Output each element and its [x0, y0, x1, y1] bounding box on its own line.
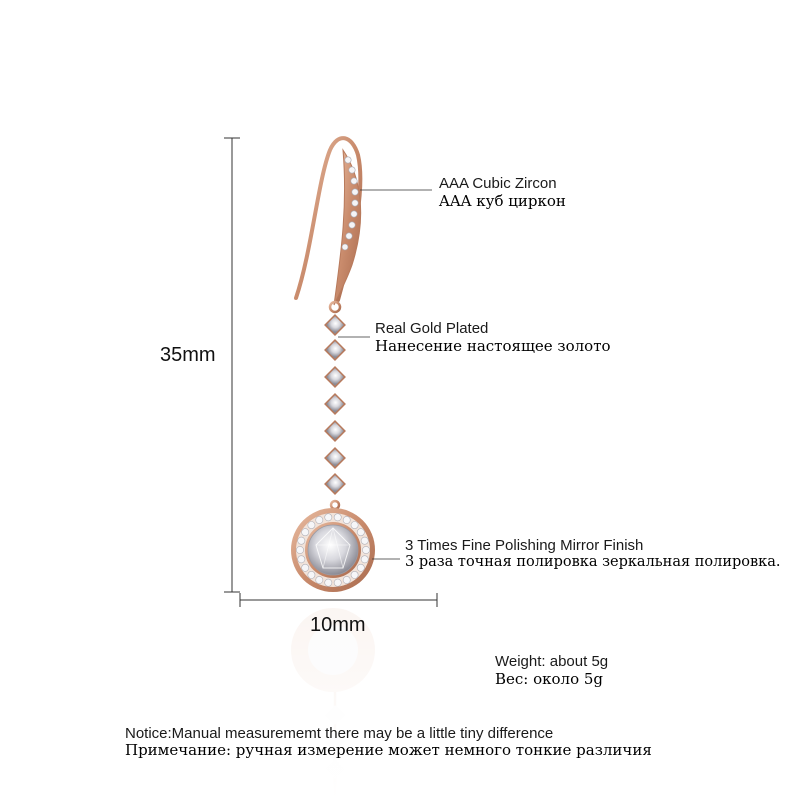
polish-label-ru: 3 раза точная полировка зеркальная полировка. [405, 554, 781, 570]
height-dimension-line [224, 138, 240, 592]
weight-label-en: Weight: about 5g [495, 653, 609, 670]
width-dimension-label: 10mm [310, 614, 366, 636]
halo-stone [362, 546, 369, 553]
halo-stone [316, 516, 323, 523]
gold-label-ru: Нанесение настоящее золото [375, 337, 611, 355]
halo-stone [334, 514, 341, 521]
height-dimension-label: 35mm [160, 344, 216, 366]
halo-stone [308, 571, 315, 578]
halo-stone [296, 546, 303, 553]
zircon-label-en: AAA Cubic Zircon [439, 175, 557, 192]
halo-stone [316, 576, 323, 583]
halo-stone [308, 522, 315, 529]
halo-stone [357, 564, 364, 571]
halo-stone [302, 564, 309, 571]
stone-chain [325, 312, 345, 515]
halo-stone [351, 571, 358, 578]
halo-stone [298, 537, 305, 544]
notice-ru: Примечание: ручная измерение может немного тонкие различия [125, 741, 652, 759]
halo-pendant [291, 508, 375, 592]
notice-en: Notice:Manual measurememt there may be a little tiny difference [125, 725, 554, 742]
halo-stone [298, 556, 305, 563]
halo-stone [361, 537, 368, 544]
polish-label-en: 3 Times Fine Polishing Mirror Finish [405, 537, 644, 554]
gold-label-en: Real Gold Plated [375, 320, 489, 337]
halo-stone [361, 556, 368, 563]
halo-stone [357, 529, 364, 536]
halo-stone [325, 579, 332, 586]
halo-stone [343, 516, 350, 523]
ear-hook [296, 138, 361, 305]
halo-stone [334, 579, 341, 586]
halo-stone [302, 529, 309, 536]
zircon-label-ru: AAA куб циркон [439, 192, 566, 210]
halo-stone [351, 522, 358, 529]
halo-stone [325, 514, 332, 521]
weight-label-ru: Вес: около 5g [495, 670, 604, 688]
halo-stone [343, 576, 350, 583]
